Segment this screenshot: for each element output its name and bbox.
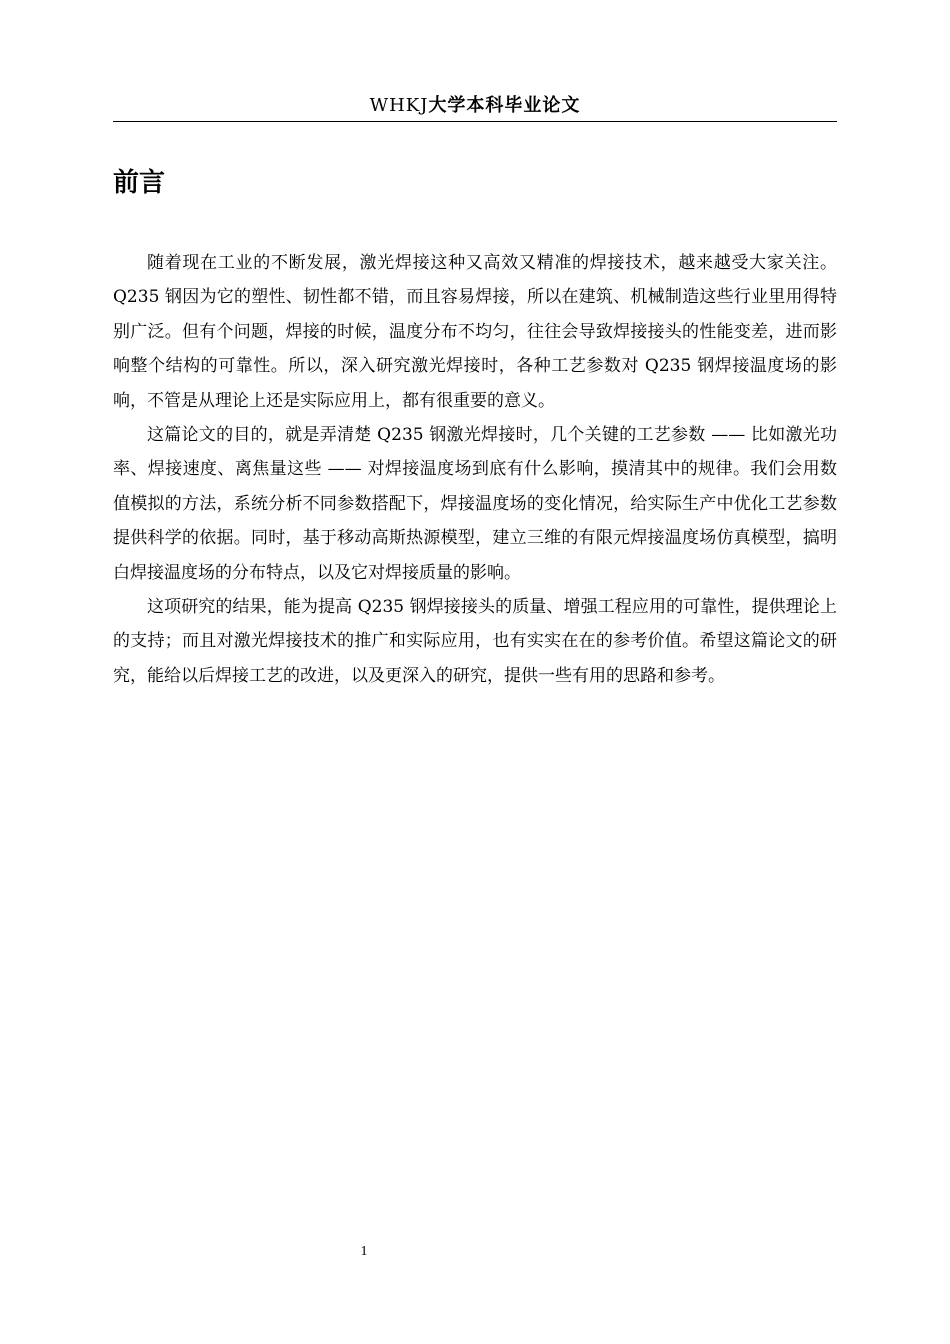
- paragraph-2: 这篇论文的目的，就是弄清楚 Q235 钢激光焊接时，几个关键的工艺参数 —— 比如激光功率、焊接速度、离焦量这些 —— 对焊接温度场到底有什么影响，摸清其中的规律。我们会用数值模拟的方法，系统分析不同参数搭配下，焊接温度场的变化情况，给实际生产中优化工艺参数提供科学的依据。同时，基于移动高斯热源模型，建立三维的有限元焊接温度场仿真模型，搞明白焊接温度场的分布特点，以及它对焊接质量的影响。: [113, 425, 837, 583]
- header-prefix: WHKJ: [369, 95, 429, 116]
- paragraph-3: 这项研究的结果，能为提高 Q235 钢焊接接头的质量、增强工程应用的可靠性，提供理论上的支持；而且对激光焊接技术的推广和实际应用，也有实实在在的参考价值。希望这篇论文的研究，能给以后焊接工艺的改进，以及更深入的研究，提供一些有用的思路和参考。: [113, 597, 837, 686]
- header-divider: [113, 121, 837, 122]
- page-number: 1: [360, 1244, 368, 1259]
- section-title: 前言: [113, 168, 166, 198]
- body-text: [113, 246, 837, 693]
- header-title: 大学本科毕业论文: [428, 95, 581, 116]
- paragraph-1: 随着现在工业的不断发展，激光焊接这种又高效又精准的焊接技术，越来越受大家关注。Q235 钢因为它的塑性、韧性都不错，而且容易焊接，所以在建筑、机械制造这些行业里用得特别广泛。但有个问题，焊接的时候，温度分布不均匀，往往会导致焊接接头的性能变差，进而影响整个结构的可靠性。所以，深入研究激光焊接时，各种工艺参数对 Q235 钢焊接温度场的影响，不管是从理论上还是实际应用上，都有很重要的意义。: [113, 253, 837, 411]
- running-header: [113, 93, 837, 119]
